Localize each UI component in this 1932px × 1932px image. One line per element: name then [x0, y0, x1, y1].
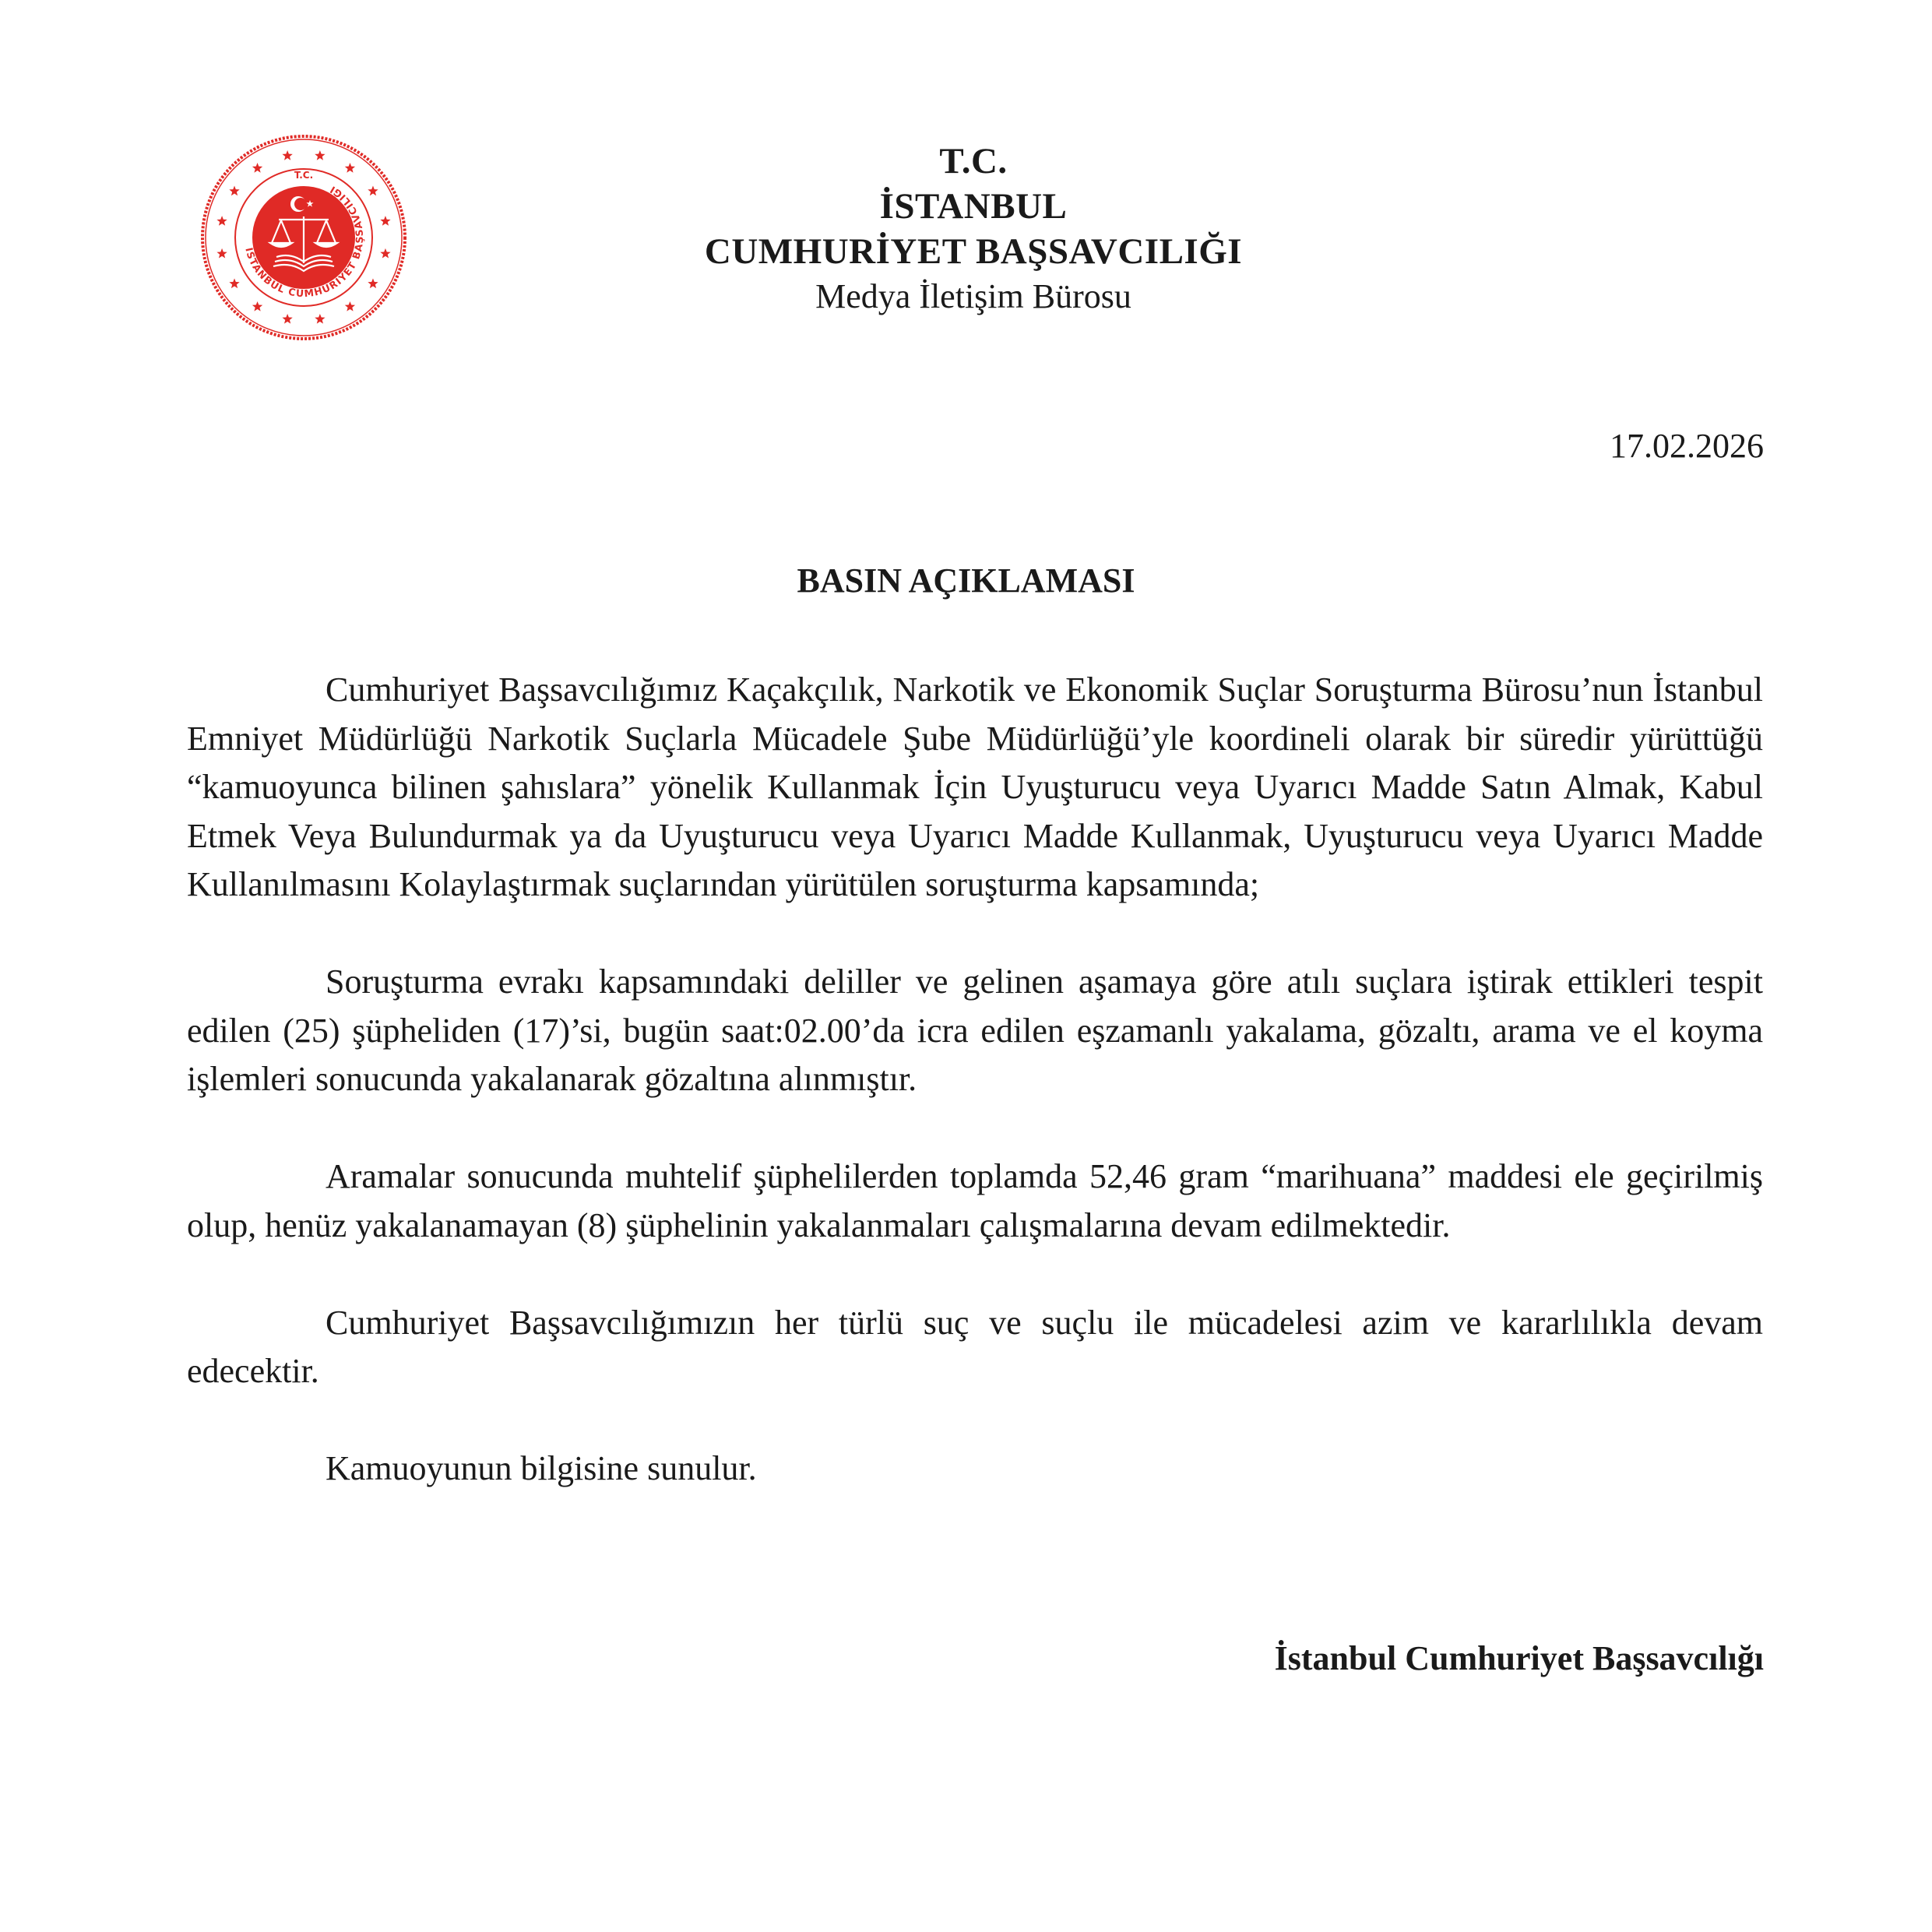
seal-star-icon: [282, 150, 292, 160]
paragraph-detentions: Soruşturma evrakı kapsamındaki deliller ve gelinen aşamaya göre atılı suçlara iştirak ettikleri tespit edilen (25) şüpheliden (17)’si, bugün saat:02.00’da icra edilen eşzamanlı yakalama, gözaltı, arama ve el koyma işlemleri sonucunda yakalanarak gözaltına alınmıştır.: [187, 962, 1763, 1098]
document-date: 17.02.2026: [1610, 427, 1764, 465]
header-republic: T.C.: [939, 141, 1008, 181]
document-body: [187, 666, 1763, 1542]
document-header: [545, 139, 1402, 319]
seal-star-icon: [216, 248, 227, 259]
seal-star-icon: [229, 186, 239, 196]
seal-star-icon: [380, 248, 390, 259]
seal-star-icon: [368, 186, 378, 196]
seal-star-icon: [216, 216, 227, 226]
header-city: İSTANBUL: [879, 186, 1068, 227]
paragraph-closing: Kamuoyunun bilgisine sunulur.: [326, 1449, 757, 1487]
seal-ring-text: İSTANBUL CUMHURİYET BAŞSAVCILIĞI: [243, 183, 366, 300]
seal-star-icon: [345, 163, 355, 173]
header-department: Medya İletişim Bürosu: [815, 277, 1131, 315]
paragraph-commitment: Cumhuriyet Başsavcılığımızın her türlü suç ve suçlu ile mücadelesi azim ve kararlılıkla devam edecektir.: [187, 1303, 1763, 1390]
signature: İstanbul Cumhuriyet Başsavcılığı: [1274, 1639, 1764, 1677]
seal-star-icon: [282, 314, 292, 324]
seal-star-icon: [252, 301, 262, 311]
header-office: CUMHURİYET BAŞSAVCILIĞI: [704, 231, 1243, 272]
seal-star-icon: [229, 278, 239, 288]
seal-star-icon: [345, 301, 355, 311]
seal-star-icon: [368, 278, 378, 288]
prosecutor-office-seal-logo: [199, 132, 409, 343]
seal-star-icon: [315, 314, 325, 324]
paragraph-investigation-scope: Cumhuriyet Başsavcılığımız Kaçakçılık, Narkotik ve Ekonomik Suçlar Soruşturma Bürosu’nun İstanbul Emniyet Müdürlüğü Narkotik Suçlarla Mücadele Şube Müdürlüğü’yle koordineli olarak bir süredir yürüttüğü “kamuoyunca bilinen şahıslara” yönelik Kullanmak İçin Uyuşturucu veya Uyarıcı Madde Satın Almak, Kabul Etmek Veya Bulundurmak ya da Uyuşturucu veya Uyarıcı Madde Kullanmak, Uyuşturucu veya Uyarıcı Madde Kullanılmasını Kolaylaştırmak suçlarından yürütülen soruşturma kapsamında;: [187, 670, 1763, 903]
seal-top-text: T.C.: [294, 170, 314, 181]
paragraph-seizure: Aramalar sonucunda muhtelif şüphelilerden toplamda 52,46 gram “marihuana” maddesi ele geçirilmiş olup, henüz yakalanamayan (8) şüphelinin yakalanmaları çalışmalarına devam edilmektedir.: [187, 1157, 1763, 1244]
seal-star-icon: [252, 163, 262, 173]
seal-star-icon: [315, 150, 325, 160]
document-title: BASIN AÇIKLAMASI: [797, 561, 1135, 600]
seal-star-icon: [380, 216, 390, 226]
